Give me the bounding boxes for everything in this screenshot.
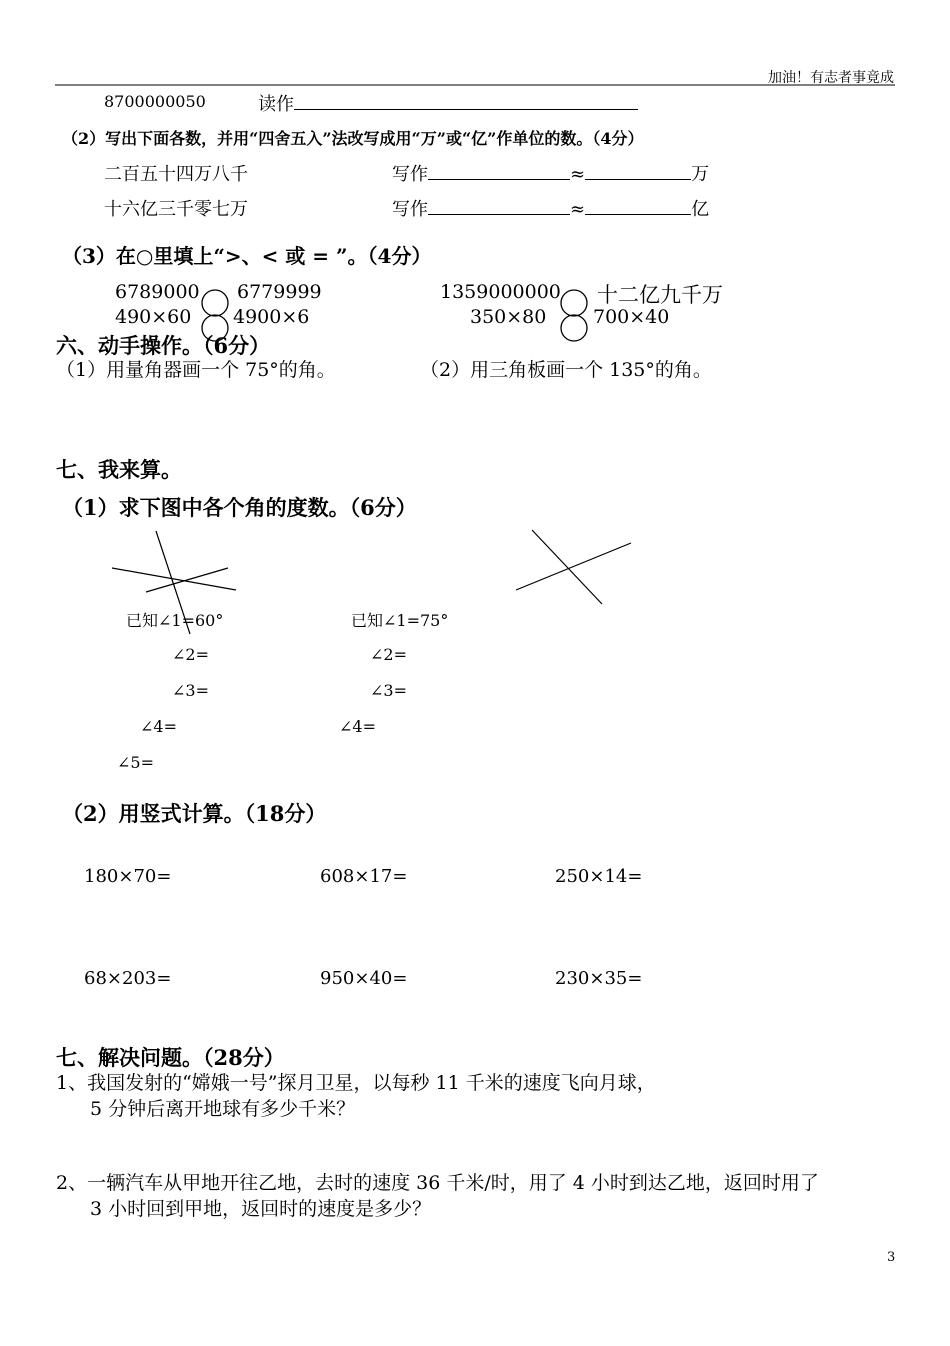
figure1-line bbox=[146, 568, 228, 592]
write-label: 写作 bbox=[392, 199, 428, 220]
q2-row1-answer bbox=[392, 160, 709, 186]
q2-title: （2）写出下面各数，并用“四舍五入”法改写成用“万”或“亿”作单位的数。（4分） bbox=[62, 129, 644, 148]
calc-item: 230×35= bbox=[555, 968, 643, 989]
calc-item: 180×70= bbox=[84, 866, 172, 887]
compare-circle bbox=[202, 290, 228, 316]
fig2-angle3: ∠3= bbox=[370, 681, 407, 700]
compare-left: 6789000 bbox=[115, 281, 200, 303]
problem2-line1: 2、一辆汽车从甲地开往乙地，去时的速度 36 千米/时，用了 4 小时到达乙地，返回时用了 bbox=[56, 1172, 819, 1194]
read-number: 8700000050 bbox=[104, 92, 206, 111]
q2-row1-text: 二百五十四万八千 bbox=[104, 164, 248, 185]
header-motto: 加油！有志者事竟成 bbox=[768, 70, 894, 86]
read-row bbox=[258, 90, 638, 116]
read-blank[interactable] bbox=[294, 93, 638, 110]
approx-blank[interactable] bbox=[585, 163, 691, 180]
compare-circle bbox=[561, 290, 587, 316]
problem1-line1: 1、我国发射的“嫦娥一号”探月卫星，以每秒 11 千米的速度飞向月球， bbox=[56, 1072, 656, 1094]
fig1-angle5: ∠5= bbox=[117, 753, 154, 772]
fig1-angle4: ∠4= bbox=[140, 717, 177, 736]
fig2-angle2: ∠2= bbox=[370, 645, 407, 664]
page-number: 3 bbox=[887, 1250, 896, 1265]
calc-item: 608×17= bbox=[320, 866, 408, 887]
calc-item: 68×203= bbox=[84, 968, 172, 989]
fig1-angle2: ∠2= bbox=[172, 645, 209, 664]
figure2-line bbox=[516, 543, 631, 590]
write-blank[interactable] bbox=[428, 198, 570, 215]
fig2-given: 已知∠1=75° bbox=[351, 611, 449, 630]
section6-item1: （1）用量角器画一个 75°的角。 bbox=[56, 359, 336, 381]
compare-right: 700×40 bbox=[593, 306, 670, 328]
compare-left: 490×60 bbox=[115, 306, 192, 328]
fig1-given: 已知∠1=60° bbox=[126, 611, 224, 630]
approx-sign: ≈ bbox=[570, 164, 586, 185]
compare-left: 1359000000 bbox=[440, 281, 561, 303]
section7-title: 七、我来算。 bbox=[56, 457, 182, 482]
q3-title: （3）在○里填上“>、< 或 = ”。（4分） bbox=[62, 244, 432, 268]
fig2-angle4: ∠4= bbox=[339, 717, 376, 736]
calc-item: 250×14= bbox=[555, 866, 643, 887]
compare-right: 十二亿九千万 bbox=[597, 283, 723, 307]
section8-title: 七、解决问题。（28分） bbox=[56, 1045, 285, 1070]
compare-right: 4900×6 bbox=[233, 306, 310, 328]
problem2-line2: 3 小时回到甲地，返回时的速度是多少？ bbox=[90, 1198, 432, 1220]
figure2-line bbox=[532, 530, 602, 604]
q2-row2-answer bbox=[392, 195, 709, 221]
compare-circle bbox=[561, 315, 587, 341]
unit-label: 万 bbox=[691, 164, 710, 185]
unit-label: 亿 bbox=[691, 199, 710, 220]
approx-blank[interactable] bbox=[585, 198, 691, 215]
section6-item2: （2）用三角板画一个 135°的角。 bbox=[420, 359, 712, 381]
read-label: 读作 bbox=[258, 94, 294, 115]
compare-right: 6779999 bbox=[237, 281, 322, 303]
write-label: 写作 bbox=[392, 164, 428, 185]
write-blank[interactable] bbox=[428, 163, 570, 180]
q2-row2-text: 十六亿三千零七万 bbox=[104, 199, 248, 220]
section6-title: 六、动手操作。（6分） bbox=[56, 333, 271, 358]
section7-sub1: （1）求下图中各个角的度数。（6分） bbox=[62, 495, 417, 520]
approx-sign: ≈ bbox=[570, 199, 586, 220]
compare-left: 350×80 bbox=[470, 306, 547, 328]
section7-sub2: （2）用竖式计算。（18分） bbox=[62, 801, 327, 826]
fig1-angle3: ∠3= bbox=[172, 681, 209, 700]
problem1-line2: 5 分钟后离开地球有多少千米？ bbox=[90, 1098, 356, 1120]
calc-item: 950×40= bbox=[320, 968, 408, 989]
